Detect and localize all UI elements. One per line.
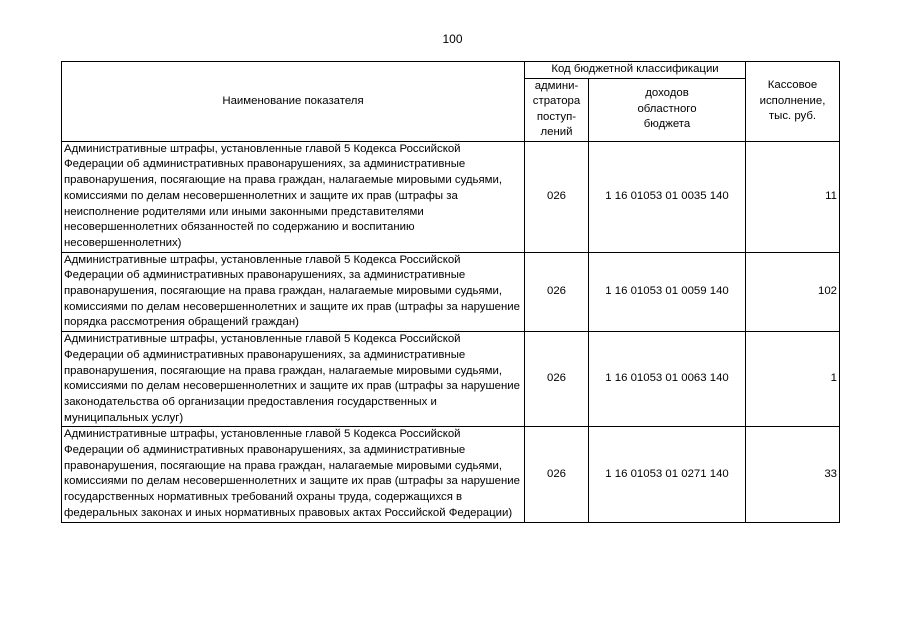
table-row xyxy=(62,427,840,522)
header-budget-classification-code: Код бюджетной классификации xyxy=(525,62,746,79)
table-row xyxy=(62,332,840,427)
row-revenue-code: 1 16 01053 01 0035 140 xyxy=(589,141,746,252)
row-admin-code: 026 xyxy=(525,332,589,427)
header-cash-execution: Кассовое исполнение, тыс. руб. xyxy=(746,62,840,142)
row-amount: 33 xyxy=(746,427,840,522)
row-admin-code: 026 xyxy=(525,141,589,252)
row-revenue-code: 1 16 01053 01 0271 140 xyxy=(589,427,746,522)
table-row xyxy=(62,141,840,252)
header-regional-budget-revenue: доходов областного бюджета xyxy=(589,78,746,141)
table-body xyxy=(62,141,840,522)
row-admin-code: 026 xyxy=(525,427,589,522)
header-indicator-name: Наименование показателя xyxy=(62,62,525,142)
header-revenue-administrator: админи- стратора поступ- лений xyxy=(525,78,589,141)
row-indicator-name: Административные штрафы, установленные главой 5 Кодекса Российской Федерации об административных правонарушениях, за административные правонарушения, посягающие на права граждан, налагаемые мировыми судьями, комиссиями по делам несовершеннолетних и защите их прав (штрафы за неисполнение родителями или иными законными представителями несовершеннолетних обязанностей по содержанию и воспитанию несовершеннолетних) xyxy=(62,141,525,252)
row-revenue-code: 1 16 01053 01 0059 140 xyxy=(589,252,746,332)
budget-table xyxy=(61,61,840,523)
row-admin-code: 026 xyxy=(525,252,589,332)
row-revenue-code: 1 16 01053 01 0063 140 xyxy=(589,332,746,427)
table-header xyxy=(62,62,840,142)
page-number: 100 xyxy=(442,32,463,46)
row-indicator-name: Административные штрафы, установленные главой 5 Кодекса Российской Федерации об административных правонарушениях, за административные правонарушения, посягающие на права граждан, налагаемые мировыми судьями, комиссиями по делам несовершеннолетних и защите их прав (штрафы за нарушение законодательства об организации предоставления государственных и муниципальных услуг) xyxy=(62,332,525,427)
row-indicator-name: Административные штрафы, установленные главой 5 Кодекса Российской Федерации об административных правонарушениях, за административные правонарушения, посягающие на права граждан, налагаемые мировыми судьями, комиссиями по делам несовершеннолетних и защите их прав (штрафы за нарушение государственных нормативных требований охраны труда, содержащихся в федеральных законах и иных нормативных правовых актах Российской Федерации) xyxy=(62,427,525,522)
row-amount: 11 xyxy=(746,141,840,252)
row-amount: 1 xyxy=(746,332,840,427)
row-amount: 102 xyxy=(746,252,840,332)
table-row xyxy=(62,252,840,332)
row-indicator-name: Административные штрафы, установленные главой 5 Кодекса Российской Федерации об административных правонарушениях, за административные правонарушения, посягающие на права граждан, налагаемые мировыми судьями, комиссиями по делам несовершеннолетних и защите их прав (штрафы за нарушение порядка рассмотрения обращений граждан) xyxy=(62,252,525,332)
